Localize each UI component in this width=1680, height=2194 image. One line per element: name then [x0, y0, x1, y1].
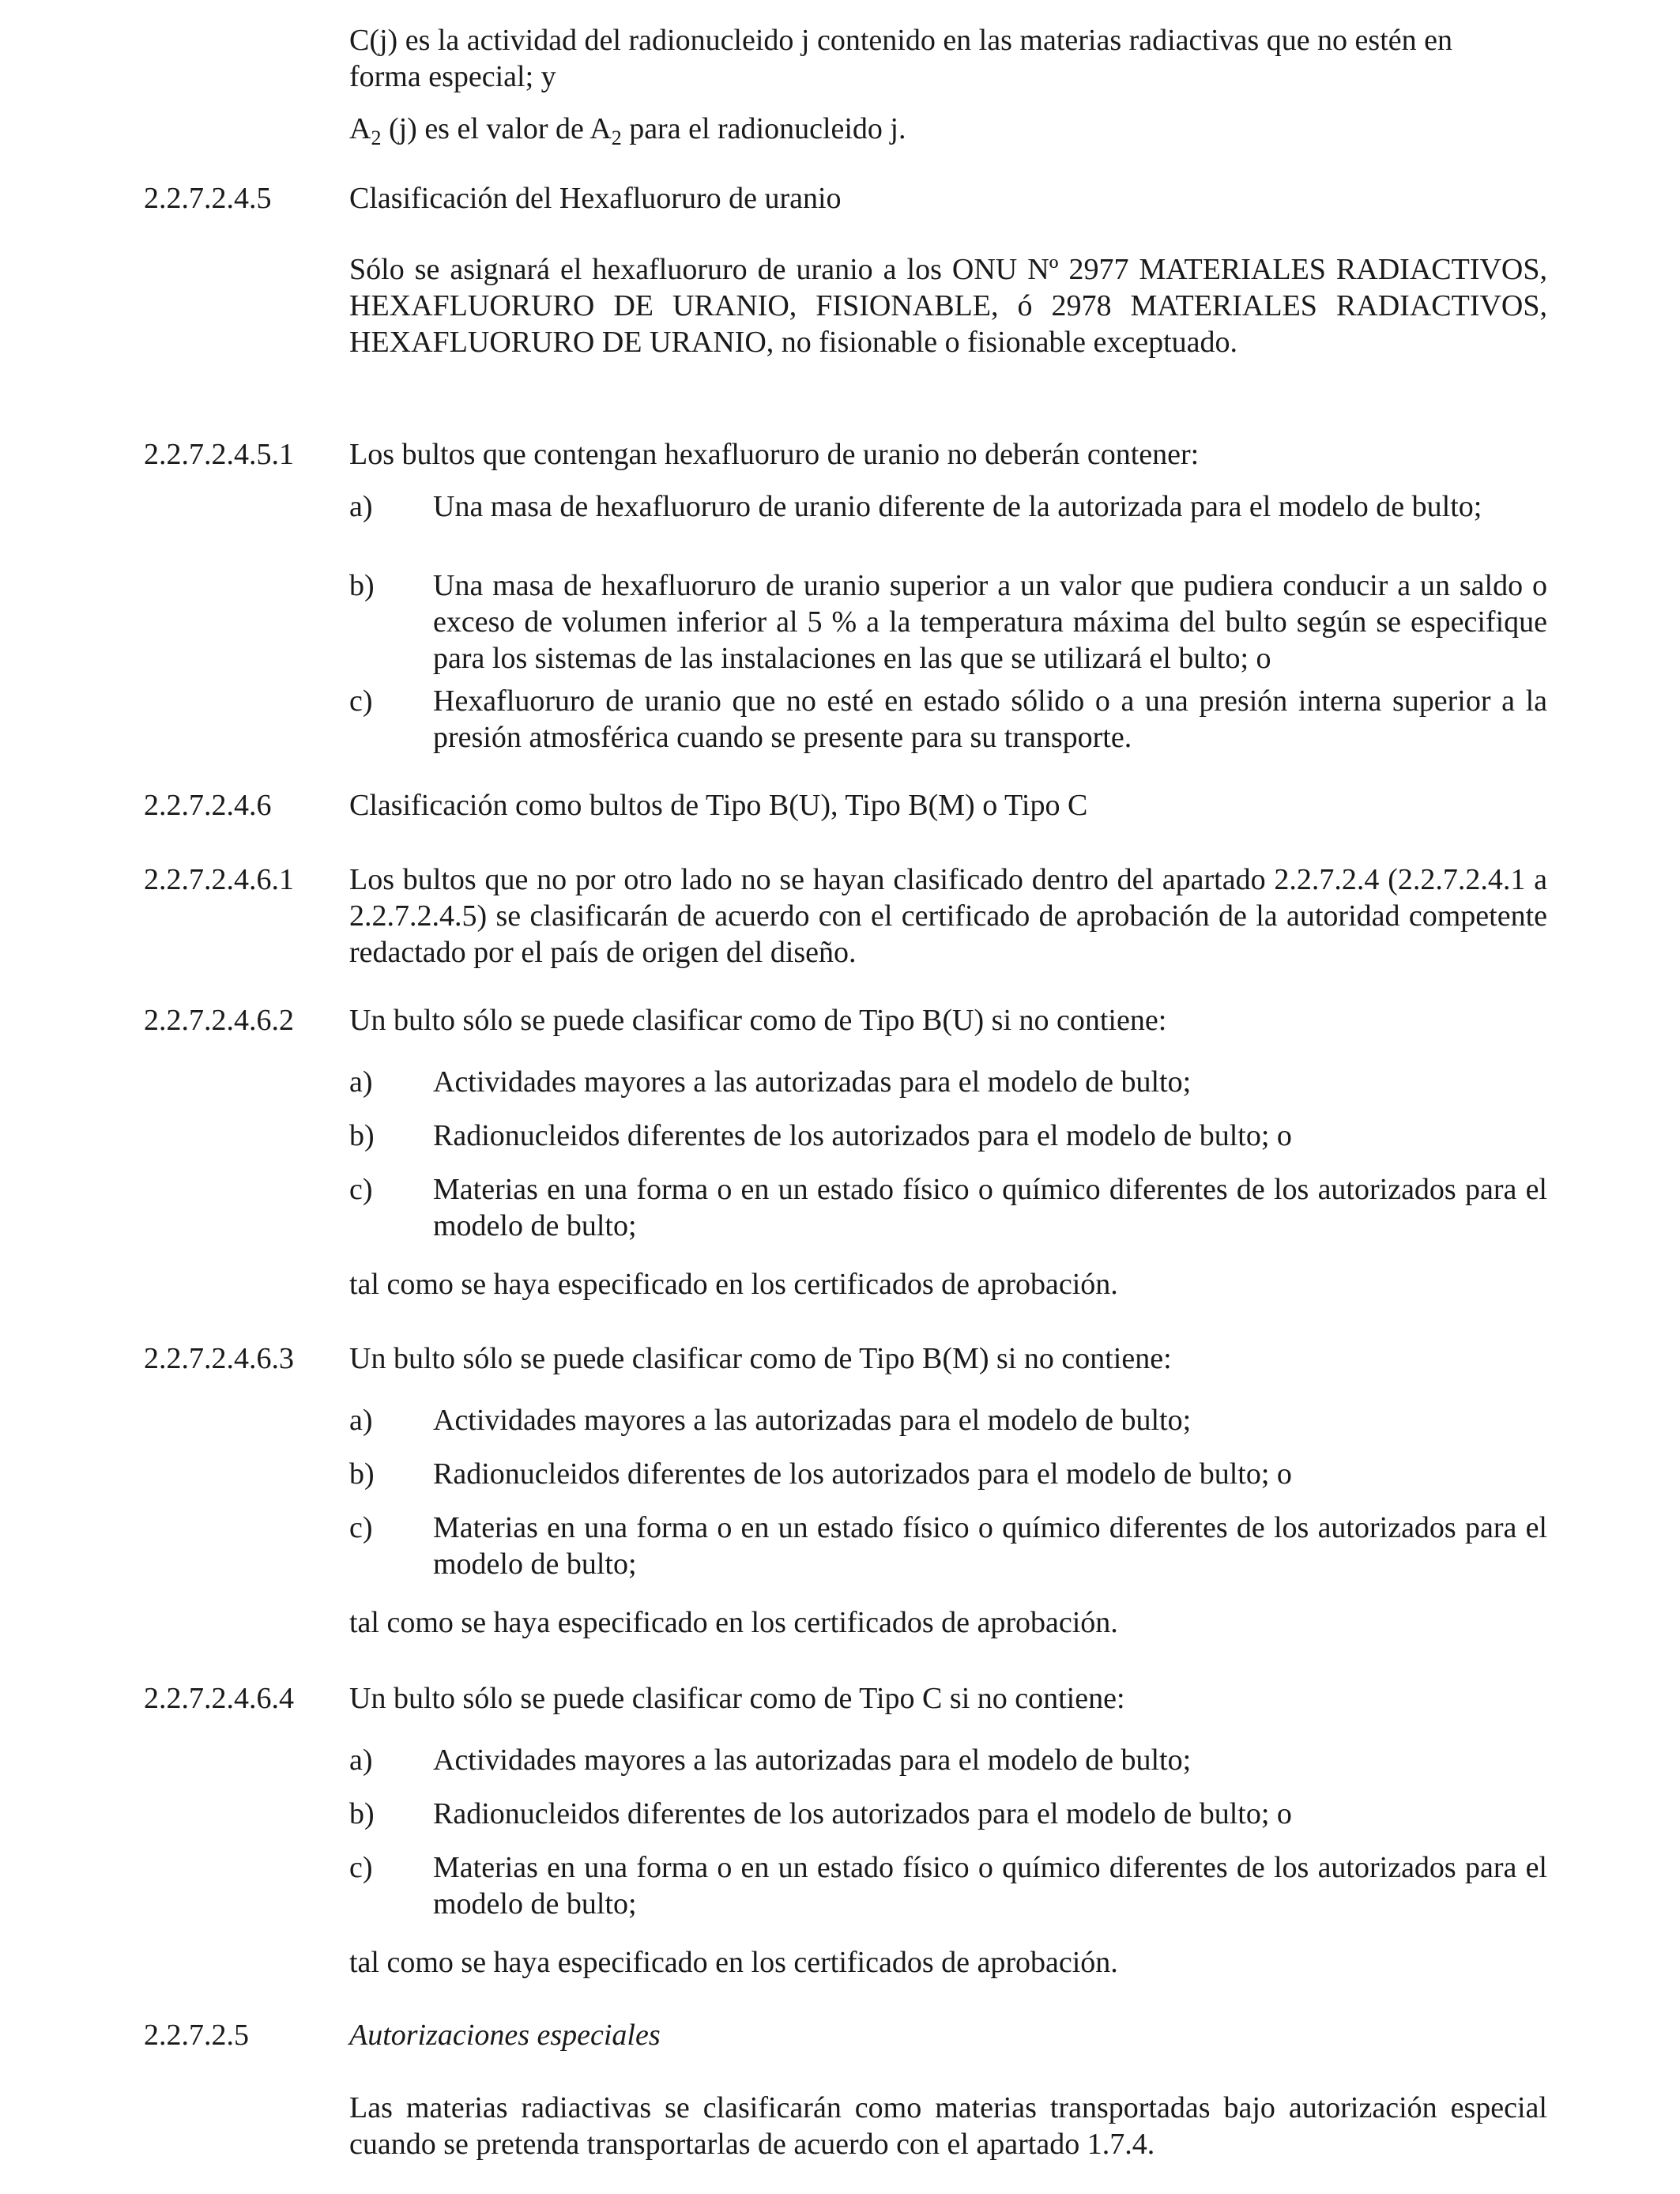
list-marker: b) — [349, 569, 375, 602]
list-item: Actividades mayores a las autorizadas para el modelo de bulto; — [433, 1404, 1192, 1437]
section-body: Sólo se asignará el hexafluoruro de uranio a los ONU Nº 2977 MATERIALES RADIACTIVOS, HEXAFLUORURO DE URANIO, FISIONABLE, ó 2978 MATERIALES RADIACTIVOS, HEXAFLUORURO DE URANIO, no fisionable o fisionable exceptuado. — [349, 253, 1547, 359]
list-marker: c) — [349, 1511, 373, 1544]
list-marker: b) — [349, 1797, 375, 1830]
section-body: Las materias radiactivas se clasificarán como materias transportadas bajo autorización especial cuando se pretenda transportarlas de acuerdo con el apartado 1.7.4. — [349, 2091, 1547, 2161]
list-marker: a) — [349, 1744, 373, 1777]
list-item: Materias en una forma o en un estado físico o químico diferentes de los autorizados para el modelo de bulto; — [433, 1511, 1547, 1581]
section-number: 2.2.7.2.4.5.1 — [144, 438, 294, 471]
section-intro: Un bulto sólo se puede clasificar como de Tipo B(U) si no contiene: — [349, 1004, 1167, 1037]
section-body: Los bultos que no por otro lado no se hayan clasificado dentro del apartado 2.2.7.2.4 (2.2.7.2.4.1 a 2.2.7.2.4.5) se clasificarán de acuerdo con el certificado de aprobación de la autoridad competente redactado por el país de origen del diseño. — [349, 863, 1547, 969]
cj-line2: forma especial; y — [349, 60, 556, 93]
list-marker: a) — [349, 1404, 373, 1437]
list-item: Radionucleidos diferentes de los autorizados para el modelo de bulto; o — [433, 1457, 1292, 1491]
list-item: Hexafluoruro de uranio que no esté en estado sólido o a una presión interna superior a la presión atmosférica cuando se presente para su transporte. — [433, 684, 1547, 754]
list-item: Actividades mayores a las autorizadas para el modelo de bulto; — [433, 1065, 1192, 1099]
list-marker: b) — [349, 1119, 375, 1152]
cj-definition — [349, 22, 1547, 95]
list-item: Materias en una forma o en un estado físico o químico diferentes de los autorizados para el modelo de bulto; — [433, 1851, 1547, 1921]
list-item: Materias en una forma o en un estado físico o químico diferentes de los autorizados para el modelo de bulto; — [433, 1173, 1547, 1242]
a2-mid: (j) es el valor de A — [381, 112, 612, 145]
section-number: 2.2.7.2.4.6.4 — [144, 1682, 294, 1715]
list-marker: c) — [349, 1851, 373, 1884]
list-marker: b) — [349, 1457, 375, 1491]
cj-line1: C(j) es la actividad del radionucleido j contenido en las materias radiactivas que no estén en — [349, 24, 1452, 57]
section-intro: Los bultos que contengan hexafluoruro de uranio no deberán contener: — [349, 438, 1200, 471]
section-intro: Un bulto sólo se puede clasificar como de Tipo B(M) si no contiene: — [349, 1342, 1172, 1375]
section-number: 2.2.7.2.5 — [144, 2019, 249, 2052]
list-item: Actividades mayores a las autorizadas para el modelo de bulto; — [433, 1744, 1192, 1777]
a2-subscript: 2 — [371, 126, 382, 149]
section-closing: tal como se haya especificado en los certificados de aprobación. — [349, 1606, 1118, 1639]
list-item: Una masa de hexafluoruro de uranio diferente de la autorizada para el modelo de bulto; — [433, 490, 1482, 523]
list-marker: a) — [349, 490, 373, 523]
section-number: 2.2.7.2.4.6.2 — [144, 1004, 294, 1037]
section-number: 2.2.7.2.4.6 — [144, 789, 272, 822]
section-closing: tal como se haya especificado en los certificados de aprobación. — [349, 1946, 1118, 1979]
list-item: Radionucleidos diferentes de los autorizados para el modelo de bulto; o — [433, 1119, 1292, 1152]
section-intro: Un bulto sólo se puede clasificar como de Tipo C si no contiene: — [349, 1682, 1125, 1715]
a2-symbol: A — [349, 112, 371, 145]
section-closing: tal como se haya especificado en los certificados de aprobación. — [349, 1268, 1118, 1301]
a2-end: para el radionucleido j. — [621, 112, 906, 145]
section-title: Clasificación del Hexafluoruro de uranio — [349, 182, 842, 215]
list-item: Radionucleidos diferentes de los autorizados para el modelo de bulto; o — [433, 1797, 1292, 1830]
section-number: 2.2.7.2.4.6.3 — [144, 1342, 294, 1375]
section-title: Autorizaciones especiales — [349, 2019, 661, 2052]
list-marker: a) — [349, 1065, 373, 1099]
list-item: Una masa de hexafluoruro de uranio superior a un valor que pudiera conducir a un saldo o exceso de volumen inferior al 5 % a la temperatura máxima del bulto según se especifique para los sistemas de las instalaciones en las que se utilizará el bulto; o — [433, 569, 1547, 675]
section-number: 2.2.7.2.4.6.1 — [144, 863, 294, 896]
section-number: 2.2.7.2.4.5 — [144, 182, 272, 215]
list-marker: c) — [349, 1173, 373, 1206]
a2-definition — [349, 111, 1547, 147]
list-marker: c) — [349, 684, 373, 718]
section-title: Clasificación como bultos de Tipo B(U), Tipo B(M) o Tipo C — [349, 789, 1088, 822]
a2-subscript-2: 2 — [611, 126, 622, 149]
